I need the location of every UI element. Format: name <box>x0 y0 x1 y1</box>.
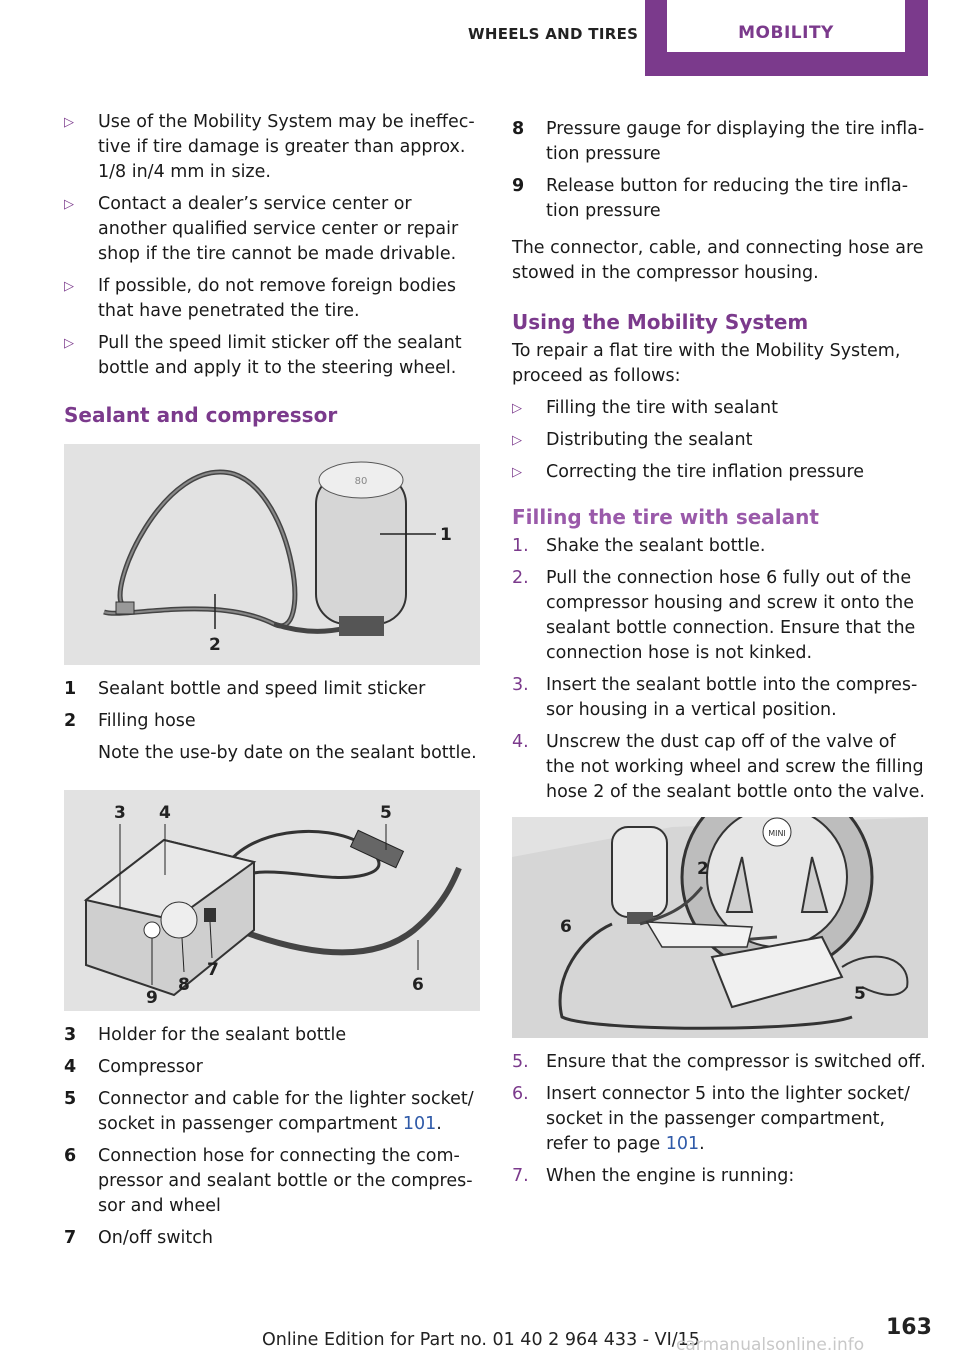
steps-list-1 <box>512 534 928 805</box>
callout-1: 1 <box>440 525 452 545</box>
list-item: 5. Ensure that the compressor is switched off. <box>512 1052 926 1072</box>
page-link[interactable]: 101 <box>665 1134 700 1154</box>
callout-6: 6 <box>412 975 424 995</box>
list-item: 3. Insert the sealant bottle into the compres-sor housing in a vertical position. <box>512 675 918 720</box>
steps-list-2 <box>512 1050 928 1189</box>
list-item: ▷ Contact a dealer’s service center or another qualified service center or repair shop if the tire cannot be made drivable. <box>64 194 459 264</box>
callout-3: 3 <box>114 803 126 823</box>
right-column <box>512 117 928 1196</box>
chapter-tab <box>645 0 928 76</box>
compressor-illustration <box>64 790 480 1011</box>
paragraph: The connector, cable, and connecting hose are stowed in the compressor housing. <box>512 238 924 283</box>
paragraph: To repair a flat tire with the Mobility System, proceed as follows: <box>512 341 901 386</box>
list-item: 7 On/off switch <box>64 1228 213 1248</box>
triangle-bullet-icon: ▷ <box>512 401 522 416</box>
heading-filling-tire: Filling the tire with sealant <box>512 505 819 529</box>
callout-5: 5 <box>380 803 392 823</box>
list-item: 8 Pressure gauge for displaying the tire infla-tion pressure <box>512 119 925 164</box>
triangle-bullet-icon: ▷ <box>512 433 522 448</box>
figure-filling-tire <box>512 817 928 1038</box>
legend-list-3 <box>512 117 928 224</box>
callout-4: 4 <box>159 803 171 823</box>
callout-9: 9 <box>146 988 158 1008</box>
list-item: ▷ Use of the Mobility System may be ineffec-tive if tire damage is greater than approx. 1/8 in/4 mm in size. <box>64 112 475 182</box>
filling-tire-illustration <box>512 817 928 1038</box>
chapter-tab-label: MOBILITY <box>667 0 905 52</box>
list-item: 6 Connection hose for connecting the com-pressor and sealant bottle or the compres-sor and wheel <box>64 1146 473 1216</box>
callout-2: 2 <box>697 859 709 879</box>
list-item: ▷ Filling the tire with sealant <box>512 396 928 421</box>
figure-sealant-bottle <box>64 444 480 665</box>
procedure-bullets <box>512 396 928 485</box>
triangle-bullet-icon: ▷ <box>64 197 74 212</box>
watermark: carmanualsonline.info <box>676 1335 865 1355</box>
legend-list-1 <box>64 677 480 766</box>
triangle-bullet-icon: ▷ <box>64 115 74 130</box>
triangle-bullet-icon: ▷ <box>64 336 74 351</box>
warning-bullets <box>64 110 480 381</box>
list-item: 2. Pull the connection hose 6 fully out of the compressor housing and screw it onto the sealant bottle connection. Ensure that the connection hose is not kinked. <box>512 568 916 663</box>
heading-using-mobility: Using the Mobility System <box>512 310 809 334</box>
list-item: 6. Insert connector 5 into the lighter socket/ socket in the passenger compartment, refer to page 101. <box>512 1084 910 1154</box>
page-link[interactable]: 101 <box>402 1114 437 1134</box>
callout-2: 2 <box>209 635 221 655</box>
list-item: ▷ Distributing the sealant <box>512 428 928 453</box>
callout-5: 5 <box>854 984 866 1004</box>
callout-8: 8 <box>178 975 190 995</box>
callout-6: 6 <box>560 917 572 937</box>
section-title: WHEELS AND TIRES <box>468 25 639 43</box>
triangle-bullet-icon: ▷ <box>512 465 522 480</box>
list-item: ▷ Pull the speed limit sticker off the sealant bottle and apply it to the steering wheel. <box>64 333 462 378</box>
left-column <box>64 110 480 1258</box>
list-item: 5 Connector and cable for the lighter socket/ socket in passenger compartment 101. <box>64 1089 474 1134</box>
svg-text:80: 80 <box>354 476 368 487</box>
sealant-bottle-illustration <box>64 444 480 665</box>
figure-compressor <box>64 790 480 1011</box>
list-item: 7. When the engine is running: <box>512 1166 795 1186</box>
list-item: ▷ Correcting the tire inflation pressure <box>512 460 928 485</box>
list-item: 3 Holder for the sealant bottle <box>64 1025 347 1045</box>
list-item: ▷ If possible, do not remove foreign bodies that have penetrated the tire. <box>64 276 457 321</box>
list-item: 4 Compressor <box>64 1057 203 1077</box>
list-item: 1. Shake the sealant bottle. <box>512 536 766 556</box>
list-item: 4. Unscrew the dust cap off of the valve of the not working wheel and screw the filling hose 2 of the sealant bottle onto the valve. <box>512 732 925 802</box>
heading-sealant-compressor: Sealant and compressor <box>64 403 338 427</box>
list-item: 2 Filling hose Note the use-by date on the sealant bottle. <box>64 711 477 763</box>
legend-list-2 <box>64 1023 480 1251</box>
page-number: 163 <box>886 1315 932 1340</box>
list-item: 9 Release button for reducing the tire infla-tion pressure <box>512 176 909 221</box>
footer-edition: Online Edition for Part no. 01 40 2 964 433 - VI/15 <box>262 1330 700 1350</box>
wheel-brand-label: MINI <box>768 829 786 838</box>
triangle-bullet-icon: ▷ <box>64 279 74 294</box>
list-item: 1 Sealant bottle and speed limit sticker <box>64 679 426 699</box>
callout-7: 7 <box>207 960 219 980</box>
